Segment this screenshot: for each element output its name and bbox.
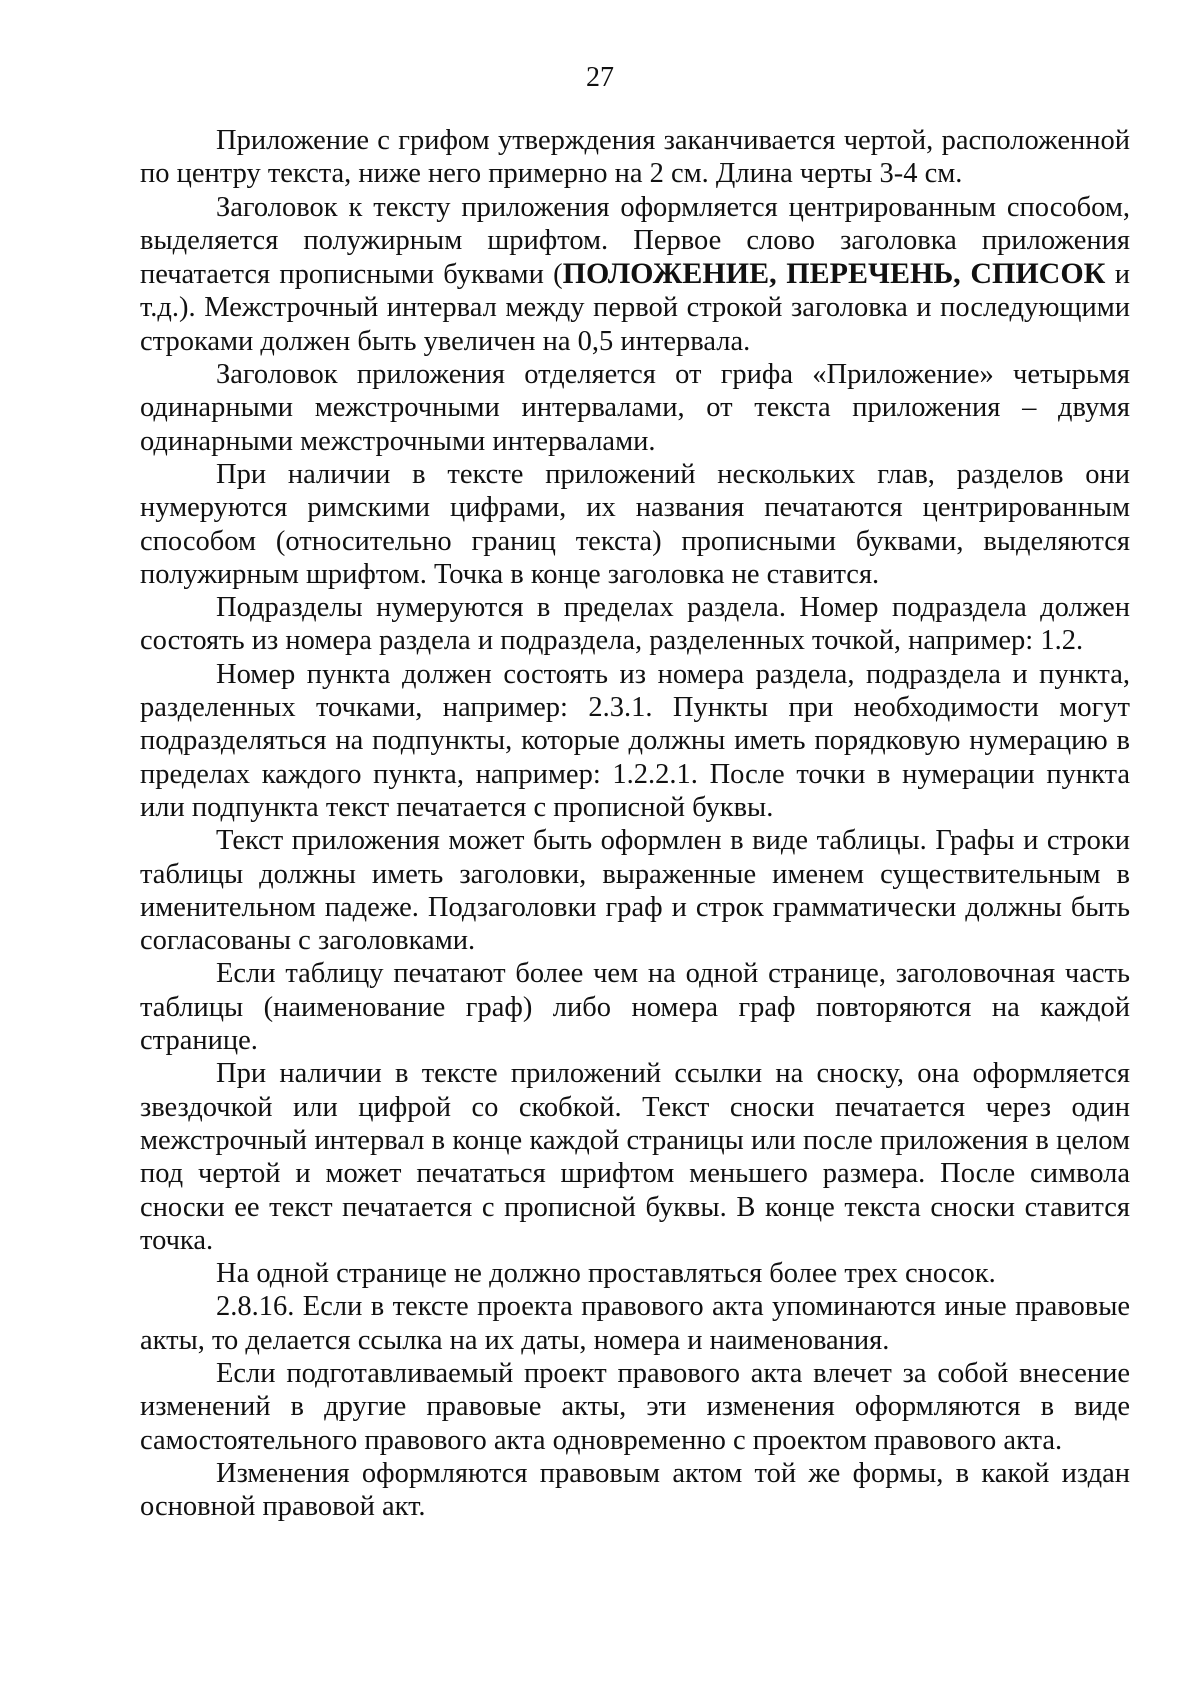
paragraph-subsections: Подразделы нумеруются в пределах раздела. Номер подраздела должен состоять из номера раздела и подраздела, разделенных точкой, например: 1.2. xyxy=(140,592,1130,657)
paragraph-amendments-form: Изменения оформляются правовым актом той же формы, в какой издан основной правовой акт. xyxy=(140,1457,1130,1523)
paragraph-appendix-line: Приложение с грифом утверждения заканчивается чертой, расположенной по центру текста, ниже него примерно на 2 см. Длина черты 3-4 см. xyxy=(140,125,1130,190)
paragraph-tables: Текст приложения может быть оформлен в виде таблицы. Графы и строки таблицы должны иметь заголовки, выраженные именем существительным в именительном падеже. Подзаголовки граф и строк грамматически должны быть согласованы с заголовками. xyxy=(140,825,1130,957)
paragraph-text-before-bold: Заголовок к тексту приложения оформляется центрированным способом, выделяется полужирным шрифтом. Первое слово заголовка приложения печатается прописными буквами ( xyxy=(140,191,1130,291)
paragraph-clause-2-8-16: 2.8.16. Если в тексте проекта правового акта упоминаются иные правовые акты, то делается ссылка на их даты, номера и наименования. xyxy=(140,1291,1130,1356)
paragraph-amendments: Если подготавливаемый проект правового акта влечет за собой внесение изменений в другие правовые акты, эти изменения оформляются в виде самостоятельного правового акта одновременно с проектом правового акта. xyxy=(140,1357,1130,1456)
paragraph-text-after-bold: и т.д.). Межстрочный интервал между первой строкой заголовка и последующими строками должен быть увеличен на 0,5 интервала. xyxy=(140,259,1130,357)
bold-heading-examples: ПОЛОЖЕНИЕ, ПЕРЕЧЕНЬ, СПИСОК xyxy=(562,257,1106,291)
paragraph-appendix-heading xyxy=(140,191,1130,358)
paragraph-footnotes: При наличии в тексте приложений ссылки на сноску, она оформляется звездочкой или цифрой со скобкой. Текст сноски печатается через один межстрочный интервал в конце каждой страницы или после приложения в целом под чертой и может печататься шрифтом меньшего размера. После символа сноски ее текст печатается с прописной буквы. В конце текста сноски ставится точка. xyxy=(140,1058,1130,1256)
paragraph-multipage-tables: Если таблицу печатают более чем на одной странице, заголовочная часть таблицы (наименование граф) либо номера граф повторяются на каждой странице. xyxy=(140,958,1130,1057)
document-body xyxy=(140,124,1130,1523)
paragraph-item-numbering: Номер пункта должен состоять из номера раздела, подраздела и пункта, разделенных точками, например: 2.3.1. Пункты при необходимости могут подразделяться на подпункты, которые должны иметь порядковую нумерацию в пределах каждого пункта, например: 1.2.2.1. После точки в нумерации пункта или подпункта текст печатается с прописной буквы. xyxy=(140,658,1130,823)
paragraph-heading-spacing: Заголовок приложения отделяется от грифа «Приложение» четырьмя одинарными межстрочными интервалами, от текста приложения – двумя одинарными межстрочными интервалами. xyxy=(140,359,1130,457)
paragraph-footnote-limit: На одной странице не должно проставляться более трех сносок. xyxy=(216,1258,996,1290)
page-number: 27 xyxy=(586,62,614,93)
paragraph-chapters-numbering: При наличии в тексте приложений нескольких глав, разделов они нумеруются римскими цифрами, их названия печатаются центрированным способом (относительно границ текста) прописными буквами, выделяются полужирным шрифтом. Точка в конце заголовка не ставится. xyxy=(140,458,1130,590)
